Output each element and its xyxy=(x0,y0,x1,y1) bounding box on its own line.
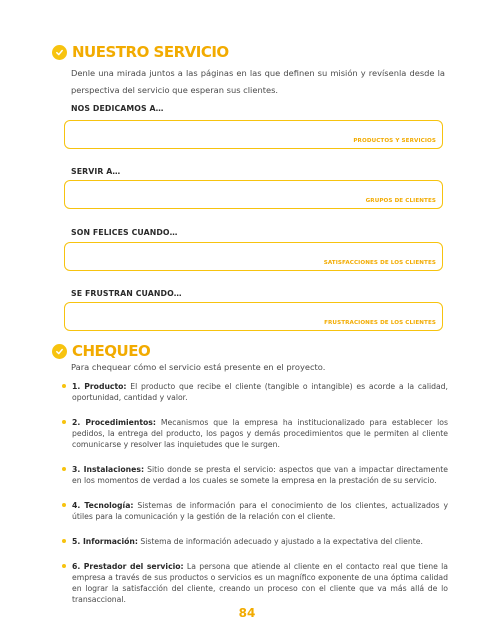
chequeo-list xyxy=(62,381,448,619)
chequeo-title: CHEQUEO xyxy=(72,342,151,360)
field-input-frustran[interactable] xyxy=(64,302,443,331)
field-hint-felices: SATISFACCIONES DE LOS CLIENTES xyxy=(323,260,436,266)
item-text: Mecanismos que la empresa ha institucionalizado para establecer los pedidos, la entrega del producto, los pagos y demás procedimientos que le permiten al cliente comunicarse y resolver las inquietudes que le surgen. xyxy=(72,418,448,449)
check-icon xyxy=(52,45,67,60)
bullet-icon xyxy=(62,420,66,424)
item-title: 4. Tecnología: xyxy=(72,501,134,510)
page-number: 84 xyxy=(238,606,256,620)
list-item xyxy=(62,561,448,605)
servicio-heading xyxy=(52,43,229,61)
bullet-icon xyxy=(62,564,66,568)
item-text: Sistema de información adecuado y ajustado a la expectativa del cliente. xyxy=(137,537,423,546)
item-title: 5. Información: xyxy=(72,537,138,546)
item-title: 2. Procedimientos: xyxy=(72,418,156,427)
field-hint-dedicamos: PRODUCTOS Y SERVICIOS xyxy=(353,138,436,144)
field-input-servir[interactable] xyxy=(64,180,443,209)
list-item xyxy=(62,500,448,522)
field-input-felices[interactable] xyxy=(64,242,443,271)
bullet-icon xyxy=(62,467,66,471)
list-item xyxy=(62,417,448,450)
chequeo-heading xyxy=(52,342,150,360)
item-text: Sitio donde se presta el servicio: aspectos que van a impactar directamente en los momentos de verdad a los cuales se somete la empresa en la prestación de su servicio. xyxy=(72,465,448,485)
field-label-servir: SERVIR A… xyxy=(71,167,121,176)
list-item xyxy=(62,464,448,486)
field-hint-frustran: FRUSTRACIONES DE LOS CLIENTES xyxy=(324,320,436,326)
bullet-icon xyxy=(62,539,66,543)
item-text: Sistemas de información para el conocimiento de los clientes, actualizados y útiles para la comunicación y la gestión de la relación con el cliente. xyxy=(72,501,448,521)
item-text: El producto que recibe el cliente (tangible o intangible) es acorde a la calidad, oportunidad, cantidad y valor. xyxy=(72,382,449,402)
chequeo-intro: Para chequear cómo el servicio está presente en el proyecto. xyxy=(71,362,326,372)
item-text: La persona que atiende al cliente en el contacto real que tiene la empresa a través de sus productos o servicios es un magnífico exponente de una óptima calidad en lograr la satisfacción del cliente, creando un proceso con el cliente que va más allá de lo transaccional. xyxy=(72,562,449,604)
item-title: 1. Producto: xyxy=(72,382,127,391)
field-label-felices: SON FELICES CUANDO… xyxy=(71,228,178,237)
item-title: 3. Instalaciones: xyxy=(72,465,145,474)
check-icon xyxy=(52,344,67,359)
bullet-icon xyxy=(62,384,66,388)
servicio-title: NUESTRO SERVICIO xyxy=(72,43,229,61)
list-item xyxy=(62,381,448,403)
field-label-frustran: SE FRUSTRAN CUANDO… xyxy=(71,289,182,298)
field-input-dedicamos[interactable] xyxy=(64,120,443,149)
bullet-icon xyxy=(62,503,66,507)
item-title: 6. Prestador del servicio: xyxy=(72,562,184,571)
field-hint-servir: GRUPOS DE CLIENTES xyxy=(365,198,436,204)
servicio-intro: Denle una mirada juntos a las páginas en las que definen su misión y revísenla desde la perspectiva del servicio que esperan sus clientes. xyxy=(71,68,445,95)
list-item xyxy=(62,536,448,547)
field-label-dedicamos: NOS DEDICAMOS A… xyxy=(71,104,164,113)
